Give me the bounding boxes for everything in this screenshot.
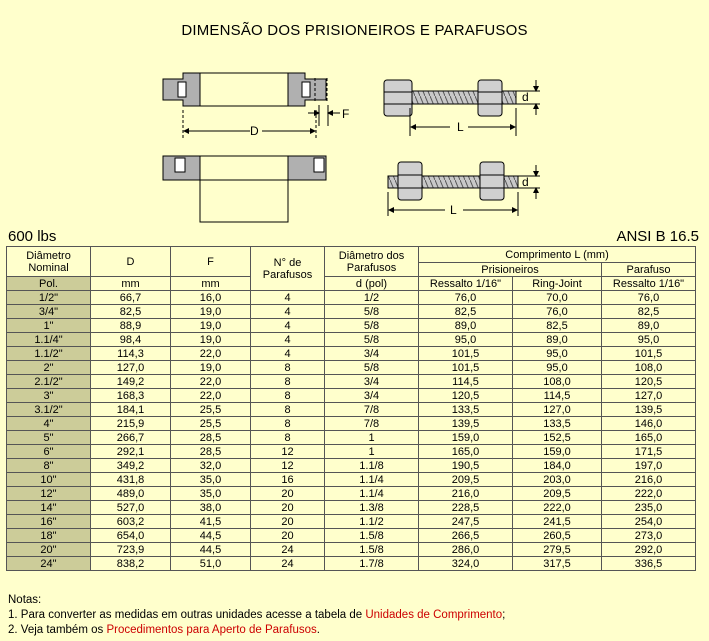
cell-stud-ring-joint: 159,0 xyxy=(513,445,602,459)
cell-f: 22,0 xyxy=(171,375,251,389)
cell-bolt-diameter: 1/2 xyxy=(325,291,419,305)
cell-screw-raised-face: 95,0 xyxy=(602,333,696,347)
header-f-unit: mm xyxy=(171,277,251,291)
standard-label: ANSI B 16.5 xyxy=(616,228,699,245)
cell-nominal: 4" xyxy=(7,417,91,431)
cell-d: 82,5 xyxy=(91,305,171,319)
cell-bolt-diameter: 3/4 xyxy=(325,347,419,361)
cell-bolt-count: 4 xyxy=(251,347,325,361)
cell-screw-raised-face: 336,5 xyxy=(602,557,696,571)
cell-f: 19,0 xyxy=(171,319,251,333)
table-row xyxy=(7,333,696,347)
cell-bolt-count: 8 xyxy=(251,431,325,445)
cell-stud-ring-joint: 127,0 xyxy=(513,403,602,417)
cell-stud-ring-joint: 184,0 xyxy=(513,459,602,473)
notes-heading: Notas: xyxy=(8,594,42,606)
cell-stud-ring-joint: 95,0 xyxy=(513,361,602,375)
cell-screw-raised-face: 82,5 xyxy=(602,305,696,319)
cell-d: 603,2 xyxy=(91,515,171,529)
cell-d: 431,8 xyxy=(91,473,171,487)
cell-nominal: 1.1/2" xyxy=(7,347,91,361)
cell-bolt-count: 20 xyxy=(251,487,325,501)
note-1-suffix: ; xyxy=(502,609,506,621)
cell-nominal: 24" xyxy=(7,557,91,571)
cell-bolt-count: 12 xyxy=(251,459,325,473)
cell-f: 25,5 xyxy=(171,417,251,431)
cell-bolt-count: 4 xyxy=(251,305,325,319)
table-body xyxy=(7,291,696,571)
cell-stud-raised-face: 114,5 xyxy=(419,375,513,389)
cell-bolt-count: 8 xyxy=(251,389,325,403)
cell-stud-ring-joint: 82,5 xyxy=(513,319,602,333)
cell-bolt-diameter: 1.7/8 xyxy=(325,557,419,571)
cell-d: 654,0 xyxy=(91,529,171,543)
cell-f: 25,5 xyxy=(171,403,251,417)
table-row xyxy=(7,529,696,543)
flange-bottom-drawing xyxy=(163,156,326,222)
cell-bolt-count: 20 xyxy=(251,501,325,515)
header-f: F xyxy=(171,247,251,277)
cell-stud-raised-face: 228,5 xyxy=(419,501,513,515)
d-label-1: d xyxy=(522,90,529,104)
cell-nominal: 18" xyxy=(7,529,91,543)
cell-nominal: 14" xyxy=(7,501,91,515)
flange-top-drawing xyxy=(163,73,327,106)
cell-stud-raised-face: 159,0 xyxy=(419,431,513,445)
note-2 xyxy=(8,623,505,638)
d-label-2: d xyxy=(522,175,529,189)
header-bolt-diameter-unit: d (pol) xyxy=(325,277,419,291)
table-row xyxy=(7,389,696,403)
cell-bolt-count: 24 xyxy=(251,557,325,571)
table-row xyxy=(7,361,696,375)
cell-bolt-count: 4 xyxy=(251,333,325,347)
technical-diagram xyxy=(0,0,709,241)
cell-screw-raised-face: 146,0 xyxy=(602,417,696,431)
l-label-1: L xyxy=(457,120,464,134)
cell-screw-raised-face: 254,0 xyxy=(602,515,696,529)
cell-screw-raised-face: 120,5 xyxy=(602,375,696,389)
cell-bolt-count: 4 xyxy=(251,319,325,333)
table-row xyxy=(7,473,696,487)
cell-d: 88,9 xyxy=(91,319,171,333)
header-d-unit: mm xyxy=(91,277,171,291)
cell-stud-ring-joint: 279,5 xyxy=(513,543,602,557)
cell-d: 527,0 xyxy=(91,501,171,515)
cell-stud-raised-face: 165,0 xyxy=(419,445,513,459)
cell-nominal: 12" xyxy=(7,487,91,501)
table-row xyxy=(7,347,696,361)
cell-bolt-count: 16 xyxy=(251,473,325,487)
cell-screw-raised-face: 235,0 xyxy=(602,501,696,515)
length-units-link[interactable]: Unidades de Comprimento xyxy=(365,609,503,621)
cell-d: 349,2 xyxy=(91,459,171,473)
cell-stud-ring-joint: 260,5 xyxy=(513,529,602,543)
cell-nominal: 5" xyxy=(7,431,91,445)
bolt1-dimensions xyxy=(410,80,540,136)
cell-stud-raised-face: 101,5 xyxy=(419,347,513,361)
bolt-tightening-link[interactable]: Procedimentos para Aperto de Parafusos xyxy=(106,624,317,636)
cell-bolt-diameter: 1 xyxy=(325,445,419,459)
cell-nominal: 1/2" xyxy=(7,291,91,305)
d-flange-label: D xyxy=(250,124,259,138)
cell-f: 41,5 xyxy=(171,515,251,529)
cell-nominal: 1.1/4" xyxy=(7,333,91,347)
cell-nominal: 16" xyxy=(7,515,91,529)
cell-nominal: 10" xyxy=(7,473,91,487)
table-row xyxy=(7,515,696,529)
cell-stud-raised-face: 190,5 xyxy=(419,459,513,473)
cell-stud-ring-joint: 317,5 xyxy=(513,557,602,571)
cell-screw-raised-face: 76,0 xyxy=(602,291,696,305)
cell-f: 35,0 xyxy=(171,487,251,501)
cell-bolt-diameter: 1 xyxy=(325,431,419,445)
cell-d: 184,1 xyxy=(91,403,171,417)
header-d: D xyxy=(91,247,171,277)
cell-bolt-diameter: 1.1/4 xyxy=(325,487,419,501)
cell-d: 292,1 xyxy=(91,445,171,459)
cell-screw-raised-face: 197,0 xyxy=(602,459,696,473)
cell-screw-raised-face: 108,0 xyxy=(602,361,696,375)
pressure-class-label: 600 lbs xyxy=(8,228,57,245)
cell-bolt-diameter: 1.1/2 xyxy=(325,515,419,529)
header-studs: Prisioneiros xyxy=(419,263,602,277)
cell-nominal: 8" xyxy=(7,459,91,473)
header-ring-joint: Ring-Joint xyxy=(513,277,602,291)
cell-bolt-diameter: 3/4 xyxy=(325,389,419,403)
cell-f: 32,0 xyxy=(171,459,251,473)
cell-nominal: 3.1/2" xyxy=(7,403,91,417)
cell-stud-raised-face: 209,5 xyxy=(419,473,513,487)
cell-nominal: 6" xyxy=(7,445,91,459)
cell-bolt-diameter: 1.5/8 xyxy=(325,529,419,543)
header-nominal-unit: Pol. xyxy=(7,277,91,291)
cell-stud-ring-joint: 241,5 xyxy=(513,515,602,529)
cell-bolt-count: 4 xyxy=(251,291,325,305)
table-row xyxy=(7,403,696,417)
cell-bolt-diameter: 5/8 xyxy=(325,361,419,375)
note-2-text: 2. Veja também os xyxy=(8,624,107,636)
cell-bolt-diameter: 5/8 xyxy=(325,319,419,333)
cell-stud-raised-face: 120,5 xyxy=(419,389,513,403)
header-screw-raised-face: Ressalto 1/16" xyxy=(602,277,696,291)
cell-nominal: 20" xyxy=(7,543,91,557)
note-2-suffix: . xyxy=(316,624,320,636)
cell-screw-raised-face: 101,5 xyxy=(602,347,696,361)
f-label: F xyxy=(342,107,350,121)
cell-screw-raised-face: 216,0 xyxy=(602,473,696,487)
header-bolts: N° de Parafusos xyxy=(251,247,325,291)
table-row xyxy=(7,431,696,445)
cell-stud-raised-face: 266,5 xyxy=(419,529,513,543)
table-row xyxy=(7,501,696,515)
cell-f: 28,5 xyxy=(171,445,251,459)
cell-d: 149,2 xyxy=(91,375,171,389)
cell-bolt-diameter: 5/8 xyxy=(325,333,419,347)
cell-stud-ring-joint: 209,5 xyxy=(513,487,602,501)
cell-screw-raised-face: 171,5 xyxy=(602,445,696,459)
cell-stud-raised-face: 139,5 xyxy=(419,417,513,431)
cell-f: 19,0 xyxy=(171,361,251,375)
cell-bolt-diameter: 1.5/8 xyxy=(325,543,419,557)
notes xyxy=(8,593,505,638)
cell-stud-ring-joint: 70,0 xyxy=(513,291,602,305)
cell-nominal: 3" xyxy=(7,389,91,403)
cell-stud-raised-face: 216,0 xyxy=(419,487,513,501)
l-label-2: L xyxy=(450,203,457,217)
cell-stud-ring-joint: 222,0 xyxy=(513,501,602,515)
cell-bolt-count: 20 xyxy=(251,529,325,543)
cell-stud-raised-face: 76,0 xyxy=(419,291,513,305)
cell-stud-ring-joint: 152,5 xyxy=(513,431,602,445)
cell-nominal: 2.1/2" xyxy=(7,375,91,389)
table-row xyxy=(7,445,696,459)
cell-screw-raised-face: 89,0 xyxy=(602,319,696,333)
cell-d: 489,0 xyxy=(91,487,171,501)
table-row xyxy=(7,543,696,557)
cell-stud-raised-face: 89,0 xyxy=(419,319,513,333)
cell-bolt-count: 24 xyxy=(251,543,325,557)
table-row xyxy=(7,459,696,473)
table-row xyxy=(7,557,696,571)
cell-stud-raised-face: 286,0 xyxy=(419,543,513,557)
cell-stud-raised-face: 247,5 xyxy=(419,515,513,529)
cell-screw-raised-face: 127,0 xyxy=(602,389,696,403)
bolt-dimension-table xyxy=(6,246,696,571)
stud-bolt-drawing xyxy=(384,80,516,116)
cell-stud-ring-joint: 95,0 xyxy=(513,347,602,361)
cell-bolt-diameter: 1.3/8 xyxy=(325,501,419,515)
cell-d: 168,3 xyxy=(91,389,171,403)
cell-bolt-diameter: 7/8 xyxy=(325,403,419,417)
cell-f: 35,0 xyxy=(171,473,251,487)
cell-nominal: 3/4" xyxy=(7,305,91,319)
cell-stud-ring-joint: 133,5 xyxy=(513,417,602,431)
cell-d: 266,7 xyxy=(91,431,171,445)
cell-d: 114,3 xyxy=(91,347,171,361)
page-title: DIMENSÃO DOS PRISIONEIROS E PARAFUSOS xyxy=(181,22,528,39)
cell-screw-raised-face: 222,0 xyxy=(602,487,696,501)
header-length: Comprimento L (mm) xyxy=(419,247,696,263)
cell-bolt-count: 8 xyxy=(251,361,325,375)
cell-f: 28,5 xyxy=(171,431,251,445)
cell-bolt-diameter: 5/8 xyxy=(325,305,419,319)
cell-stud-ring-joint: 89,0 xyxy=(513,333,602,347)
screw-bolt-drawing xyxy=(388,162,518,200)
cell-f: 51,0 xyxy=(171,557,251,571)
cell-stud-ring-joint: 203,0 xyxy=(513,473,602,487)
cell-d: 215,9 xyxy=(91,417,171,431)
cell-nominal: 2" xyxy=(7,361,91,375)
cell-bolt-count: 8 xyxy=(251,403,325,417)
cell-bolt-diameter: 3/4 xyxy=(325,375,419,389)
cell-f: 38,0 xyxy=(171,501,251,515)
table-row xyxy=(7,291,696,305)
cell-stud-raised-face: 133,5 xyxy=(419,403,513,417)
cell-screw-raised-face: 139,5 xyxy=(602,403,696,417)
cell-f: 19,0 xyxy=(171,333,251,347)
cell-f: 44,5 xyxy=(171,543,251,557)
cell-f: 44,5 xyxy=(171,529,251,543)
cell-stud-raised-face: 101,5 xyxy=(419,361,513,375)
cell-d: 723,9 xyxy=(91,543,171,557)
cell-stud-ring-joint: 108,0 xyxy=(513,375,602,389)
header-raised-face: Ressalto 1/16" xyxy=(419,277,513,291)
cell-bolt-count: 12 xyxy=(251,445,325,459)
table-row xyxy=(7,319,696,333)
header-screw: Parafuso xyxy=(602,263,696,277)
cell-bolt-count: 8 xyxy=(251,417,325,431)
cell-f: 16,0 xyxy=(171,291,251,305)
cell-d: 98,4 xyxy=(91,333,171,347)
cell-screw-raised-face: 165,0 xyxy=(602,431,696,445)
header-nominal: Diâmetro Nominal xyxy=(7,247,91,277)
cell-bolt-count: 8 xyxy=(251,375,325,389)
cell-nominal: 1" xyxy=(7,319,91,333)
note-1-text: 1. Para converter as medidas em outras unidades acesse a tabela de xyxy=(8,609,366,621)
cell-screw-raised-face: 292,0 xyxy=(602,543,696,557)
cell-screw-raised-face: 273,0 xyxy=(602,529,696,543)
cell-bolt-count: 20 xyxy=(251,515,325,529)
table-row xyxy=(7,375,696,389)
cell-stud-ring-joint: 114,5 xyxy=(513,389,602,403)
cell-stud-raised-face: 82,5 xyxy=(419,305,513,319)
cell-bolt-diameter: 1.1/4 xyxy=(325,473,419,487)
table-row xyxy=(7,417,696,431)
header-bolt-diameter: Diâmetro dos Parafusos xyxy=(325,247,419,277)
cell-stud-raised-face: 95,0 xyxy=(419,333,513,347)
cell-d: 66,7 xyxy=(91,291,171,305)
f-dimension xyxy=(308,105,340,126)
table-row xyxy=(7,487,696,501)
cell-d: 127,0 xyxy=(91,361,171,375)
note-1 xyxy=(8,608,505,623)
cell-bolt-diameter: 7/8 xyxy=(325,417,419,431)
cell-bolt-diameter: 1.1/8 xyxy=(325,459,419,473)
cell-f: 19,0 xyxy=(171,305,251,319)
cell-d: 838,2 xyxy=(91,557,171,571)
cell-stud-raised-face: 324,0 xyxy=(419,557,513,571)
cell-f: 22,0 xyxy=(171,347,251,361)
cell-stud-ring-joint: 76,0 xyxy=(513,305,602,319)
cell-f: 22,0 xyxy=(171,389,251,403)
table-row xyxy=(7,305,696,319)
